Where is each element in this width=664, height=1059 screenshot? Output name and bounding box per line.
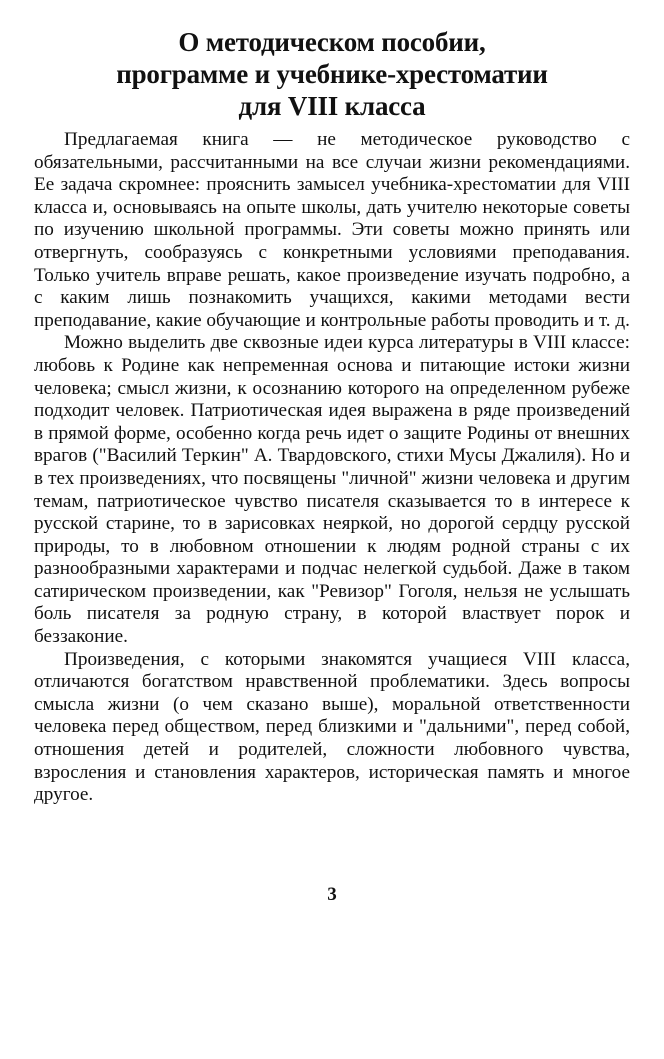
title-line-3: для VIII класса bbox=[238, 91, 426, 121]
paragraph-2: Можно выделить две сквозные идеи курса литературы в VIII классе: любовь к Родине как непременная основа и питающие истоки жизни человека; смысл жизни, к осознанию которого на определенном рубеже подходит человек. Патриотическая идея выражена в ряде произведений в прямой форме, особенно когда речь идет о защите Родины от внешних врагов ("Василий Теркин" А. Твардовского, стихи Мусы Джалиля). Но и в тех произведениях, что посвящены "личной" жизни человека и другим темам, патриотическое чувство писателя сказывается то в интересе к русской старине, то в зарисовках неяркой, но дорогой сердцу русской природы, то в любовном отношении к людям родной страны с их разнообразными характерами и подчас нелегкой судьбой. Даже в таком сатирическом произведении, как "Ревизор" Гоголя, нельзя не услышать боль писателя за родную страну, в которой властвует порок и беззаконие. bbox=[34, 332, 630, 648]
paragraph-1: Предлагаемая книга — не методическое руководство с обязательными, рассчитанными на все случаи жизни рекомендациями. Ее задача скромнее: прояснить замысел учебника-хрестоматии для VIII класса и, основываясь на опыте школы, дать учителю некоторые советы по изучению школьной программы. Эти советы можно принять или отвергнуть, сообразуясь с конкретными условиями преподавания. Только учитель вправе решать, какое произведение изучать подробно, а с каким лишь познакомить учащихся, какими методами вести преподавание, какие обучающие и контрольные работы проводить и т. д. bbox=[34, 129, 630, 331]
paragraph-3: Произведения, с которыми знакомятся учащиеся VIII класса, отличаются богатством нравственной проблематики. Здесь вопросы смысла жизни (о чем сказано выше), моральной ответственности человека перед обществом, перед близкими и "дальними", перед собой, отношения детей и родителей, сложности любовного чувства, взросления и становления характеров, историческая память и многое другое. bbox=[34, 648, 630, 806]
title-line-2: программе и учебнике-хрестоматии bbox=[116, 59, 548, 89]
body-text bbox=[34, 129, 630, 807]
title-line-1: О методическом пособии, bbox=[178, 27, 486, 57]
page-number: 3 bbox=[327, 884, 337, 905]
chapter-title bbox=[40, 26, 624, 122]
